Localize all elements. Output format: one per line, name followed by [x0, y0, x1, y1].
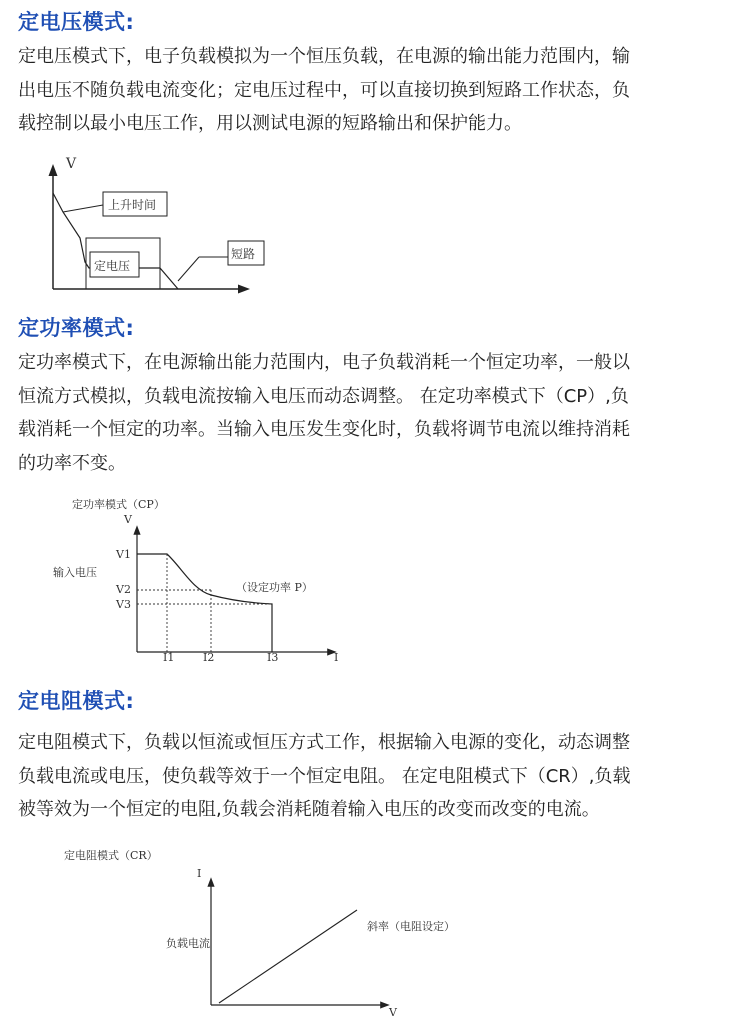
rise-time-label: 上升时间 — [108, 198, 157, 212]
tick-i2: I2 — [203, 651, 215, 664]
axis-i-label: I — [197, 867, 202, 880]
cv-label: 定电压 — [94, 259, 131, 273]
axis-v-label: V — [389, 1006, 397, 1019]
cr-diagram — [0, 840, 750, 1026]
y-title: 输入电压 — [53, 566, 97, 579]
section-title-cv: 定电压模式: — [18, 10, 135, 34]
resistance-line — [219, 910, 357, 1003]
section-text-cp — [18, 346, 738, 480]
power-curve — [137, 554, 272, 652]
curve-label: （设定功率 P） — [236, 581, 313, 594]
text-line: 负载电流或电压，使负载等效于一个恒定电阻。 在定电阻模式下（CR）,负载 — [18, 765, 631, 787]
cp-caption: 定功率模式（CP） — [72, 498, 165, 511]
tick-i1: I1 — [163, 651, 175, 664]
short-label: 短路 — [231, 247, 256, 261]
tick-v2: V2 — [116, 583, 131, 596]
text-line: 被等效为一个恒定的电阻,负载会消耗随着输入电压的改变而改变的电流。 — [18, 799, 600, 820]
text-line: 定功率模式下，在电源输出能力范围内，电子负载消耗一个恒定功率，一般以 — [18, 352, 630, 373]
text-line: 载控制以最小电压工作，用以测试电源的短路输出和保护能力。 — [18, 113, 522, 134]
text-line: 的功率不变。 — [18, 452, 126, 474]
cv-diagram — [0, 150, 750, 300]
axis-v-label: V — [124, 513, 132, 526]
y-title: 负载电流 — [166, 937, 210, 950]
section-title-cr: 定电阻模式: — [18, 689, 135, 713]
cr-caption: 定电阻模式（CR） — [64, 849, 158, 862]
tick-v3: V3 — [116, 598, 131, 611]
text-line: 定电压模式下，电子负载模拟为一个恒压负载，在电源的输出能力范围内，输 — [18, 46, 630, 67]
section-title-cp: 定功率模式: — [18, 316, 135, 340]
callout-line — [63, 205, 103, 212]
section-text-cr — [18, 726, 738, 827]
section-text-cv — [18, 40, 738, 141]
cp-diagram — [0, 490, 750, 670]
axis-i-label: I — [334, 651, 339, 664]
axis-v-label: V — [66, 156, 77, 172]
callout-line — [178, 257, 199, 281]
text-line: 定电阻模式下，负载以恒流或恒压方式工作，根据输入电源的变化，动态调整 — [18, 732, 630, 753]
text-line: 出电压不随负载电流变化；定电压过程中，可以直接切换到短路工作状态，负 — [18, 79, 630, 101]
tick-i3: I3 — [267, 651, 279, 664]
text-line: 恒流方式模拟，负载电流按输入电压而动态调整。 在定功率模式下（CP）,负 — [18, 385, 629, 407]
slope-label: 斜率（电阻设定） — [367, 920, 455, 933]
text-line: 载消耗一个恒定的功率。当输入电压发生变化时，负载将调节电流以维持消耗 — [18, 419, 630, 440]
tick-v1: V1 — [116, 548, 131, 561]
